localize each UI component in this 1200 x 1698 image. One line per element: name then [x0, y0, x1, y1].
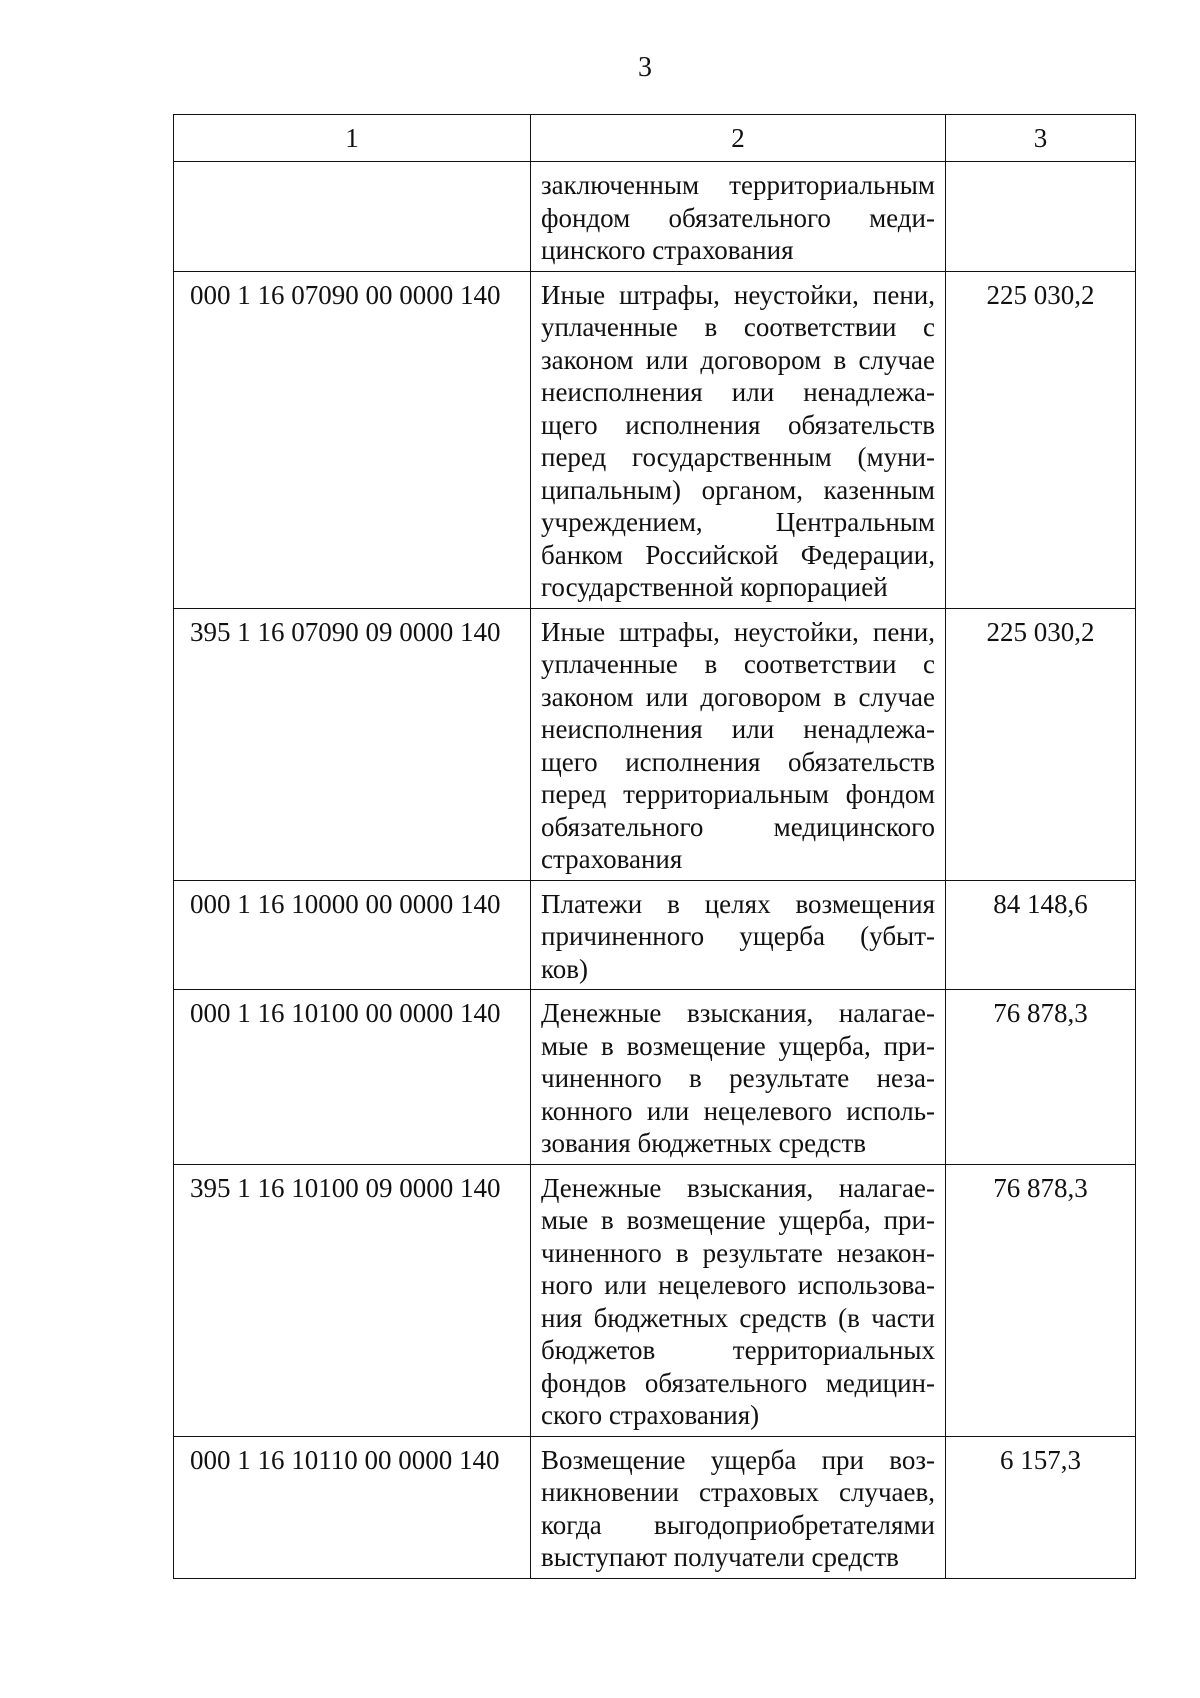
budget-code-cell: 000 1 16 10100 00 0000 140	[174, 990, 531, 1165]
description-cell	[531, 271, 946, 608]
description-line: законом или договором в случае	[541, 344, 935, 375]
description-cell	[531, 608, 946, 880]
description-line: фондом обязательного меди-	[541, 202, 935, 233]
description-line: Возмещение ущерба при воз-	[541, 1444, 935, 1475]
description-line: банком Российской Федерации,	[541, 539, 935, 570]
budget-code-cell	[174, 162, 531, 272]
description-line: перед территориальным фондом	[541, 779, 935, 809]
amount-cell: 76 878,3	[946, 1164, 1136, 1436]
description-line: никновении страховых случаев,	[541, 1477, 935, 1507]
description-line: когда выгодоприобретателями	[541, 1509, 935, 1540]
description-cell	[531, 1164, 946, 1436]
budget-code-cell: 000 1 16 10000 00 0000 140	[174, 880, 531, 990]
table-row	[174, 1436, 1136, 1578]
budget-code-cell: 395 1 16 07090 09 0000 140	[174, 608, 531, 880]
description-line: Денежные взыскания, налагае-	[541, 1172, 935, 1203]
budget-code-cell: 000 1 16 10110 00 0000 140	[174, 1436, 531, 1578]
amount-cell: 84 148,6	[946, 880, 1136, 990]
description-line: конного или нецелевого исполь-	[541, 1095, 935, 1126]
description-line: выступают получатели средств	[541, 1542, 899, 1572]
description-line: государственной корпорацией	[541, 572, 888, 602]
description-cell	[531, 1436, 946, 1578]
description-line: ского страхования)	[541, 1400, 760, 1430]
description-line: причиненного ущерба (убыт-	[541, 921, 935, 951]
description-cell	[531, 990, 946, 1165]
description-cell	[531, 880, 946, 990]
table-row	[174, 880, 1136, 990]
description-line: чиненного в результате неза-	[541, 1063, 935, 1093]
amount-cell: 6 157,3	[946, 1436, 1136, 1578]
description-line: перед государственным (муни-	[541, 442, 935, 472]
description-line: фондов обязательного медицин-	[541, 1367, 935, 1398]
amount-cell: 225 030,2	[946, 271, 1136, 608]
table-body	[174, 162, 1136, 1579]
description-line: зования бюджетных средств	[541, 1128, 867, 1158]
description-line: чиненного в результате незакон-	[541, 1237, 935, 1268]
table-header-row	[174, 115, 1136, 162]
description-line: щего исполнения обязательств	[541, 409, 935, 440]
description-line: ков)	[541, 953, 588, 984]
table-row	[174, 162, 1136, 272]
description-line: неисполнения или ненадлежа-	[541, 377, 935, 407]
description-line: ния бюджетных средств (в части	[541, 1302, 935, 1333]
description-line: уплаченные в соответствии с	[541, 649, 935, 679]
description-line: обязательного медицинского	[541, 811, 935, 842]
description-line: бюджетов территориальных	[541, 1335, 935, 1365]
description-line: неисполнения или ненадлежа-	[541, 714, 935, 744]
column-header-1: 1	[174, 115, 531, 162]
description-line: мые в возмещение ущерба, при-	[541, 1030, 935, 1061]
description-line: уплаченные в соответствии с	[541, 312, 935, 342]
table-row	[174, 1164, 1136, 1436]
amount-cell: 225 030,2	[946, 608, 1136, 880]
description-line: Иные штрафы, неустойки, пени,	[541, 279, 935, 310]
column-header-3: 3	[946, 115, 1136, 162]
description-line: Платежи в целях возмещения	[541, 888, 935, 919]
budget-code-cell: 000 1 16 07090 00 0000 140	[174, 271, 531, 608]
table-row	[174, 271, 1136, 608]
description-line: ного или нецелевого использова-	[541, 1270, 935, 1300]
description-line: Иные штрафы, неустойки, пени,	[541, 616, 935, 647]
description-line: щего исполнения обязательств	[541, 746, 935, 777]
page-number: 3	[638, 52, 652, 83]
description-line: законом или договором в случае	[541, 681, 935, 712]
table-row	[174, 990, 1136, 1165]
amount-cell	[946, 162, 1136, 272]
budget-code-cell: 395 1 16 10100 09 0000 140	[174, 1164, 531, 1436]
description-line: Денежные взыскания, налагае-	[541, 998, 935, 1028]
description-line: заключенным территориальным	[541, 170, 935, 200]
description-line: мые в возмещение ущерба, при-	[541, 1205, 935, 1235]
description-line: ципальным) органом, казенным	[541, 474, 935, 505]
description-line: страхования	[541, 844, 683, 874]
description-line: цинского страхования	[541, 235, 794, 265]
description-line: учреждением, Центральным	[541, 507, 935, 537]
budget-revenue-table	[173, 114, 1136, 1579]
amount-cell: 76 878,3	[946, 990, 1136, 1165]
column-header-2: 2	[531, 115, 946, 162]
description-cell	[531, 162, 946, 272]
table-row	[174, 608, 1136, 880]
